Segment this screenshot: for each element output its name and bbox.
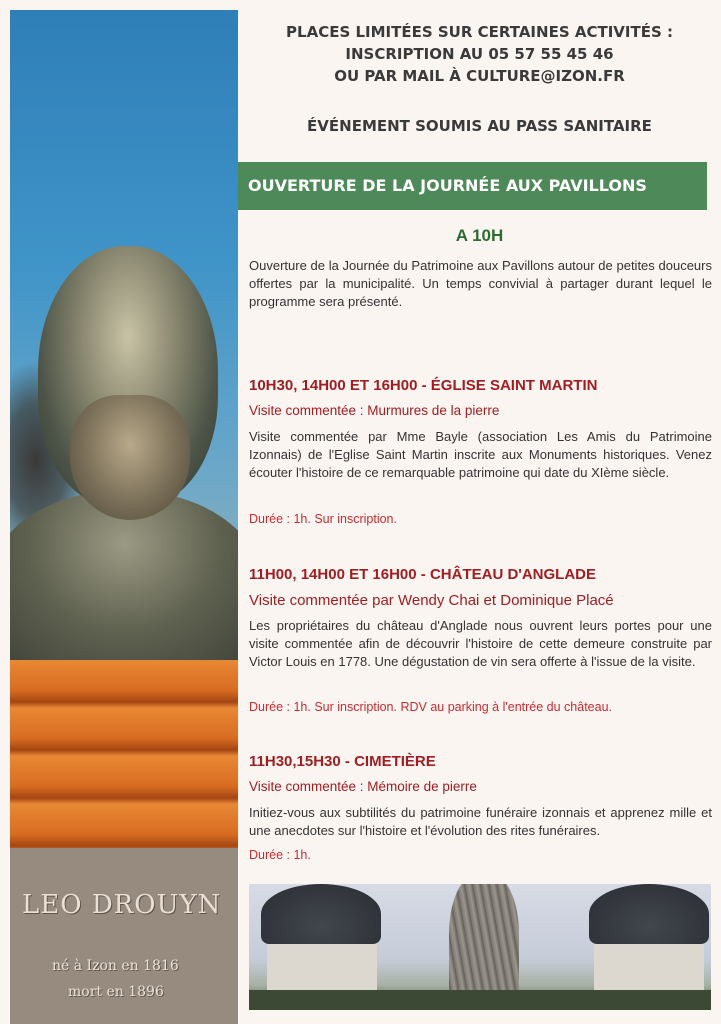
statue-pedestal	[10, 848, 238, 1024]
event-1-title: 10H30, 14H00 ET 16H00 - ÉGLISE SAINT MARTIN	[249, 377, 598, 394]
pavilions-photo	[249, 884, 711, 1010]
pedestal-born: né à Izon en 1816	[52, 958, 179, 974]
opening-text: Ouverture de la Journée du Patrimoine aux Pavillons autour de petites douceurs offertes par la municipalité. Un temps convivial à partager durant lequel le programme sera présenté.	[249, 258, 712, 309]
event-1-subtitle: Visite commentée : Murmures de la pierre	[249, 403, 500, 418]
hedge	[249, 990, 711, 1010]
event-3-subtitle: Visite commentée : Mémoire de pierre	[249, 779, 477, 794]
pavilion-left-roof	[261, 884, 381, 944]
event-2-text: Les propriétaires du château d'Anglade nous ouvrent leurs portes pour une visite commentée afin de découvrir l'histoire de cette demeure construite par Victor Louis en 1778. Une dégustation de vin sera offerte à l'issue de la visite.	[249, 618, 712, 669]
header-pass-notice: ÉVÉNEMENT SOUMIS AU PASS SANITAIRE	[307, 117, 652, 135]
statue-photo	[10, 10, 238, 1024]
event-3-title: 11H30,15H30 - CIMETIÈRE	[249, 753, 436, 770]
header-email: OU PAR MAIL À CULTURE@IZON.FR	[334, 67, 625, 85]
event-2-duration: Durée : 1h. Sur inscription. RDV au parking à l'entrée du château.	[249, 700, 613, 714]
section-banner: OUVERTURE DE LA JOURNÉE AUX PAVILLONS	[238, 162, 707, 210]
event-1-text: Visite commentée par Mme Bayle (association Les Amis du Patrimoine Izonnais) de l'Eglise Saint Martin inscrite aux Monuments historiques. Venez écouter l'histoire de ce remarquable patrimoine qui date du XIème siècle.	[249, 429, 712, 480]
statue-plinth	[10, 660, 238, 850]
event-3-duration: Durée : 1h.	[249, 848, 311, 862]
opening-time: A 10H	[455, 226, 504, 245]
header-places: PLACES LIMITÉES SUR CERTAINES ACTIVITÉS :	[286, 23, 673, 41]
pedestal-name: LEO DROUYN	[22, 890, 222, 920]
header-phone: INSCRIPTION AU 05 57 55 45 46	[345, 45, 614, 63]
pavilion-right-roof	[589, 884, 709, 944]
event-2-title: 11H00, 14H00 ET 16H00 - CHÂTEAU D'ANGLADE	[249, 566, 597, 583]
pedestal-died: mort en 1896	[68, 984, 164, 1000]
event-2-subtitle: Visite commentée par Wendy Chai et Dominique Placé	[249, 592, 614, 609]
statue-beard	[70, 395, 190, 520]
event-1-duration: Durée : 1h. Sur inscription.	[249, 512, 397, 526]
event-3-text: Initiez-vous aux subtilités du patrimoine funéraire izonnais et apprenez mille et une anecdotes sur l'histoire et l'évolution des rites funéraires.	[249, 805, 712, 838]
